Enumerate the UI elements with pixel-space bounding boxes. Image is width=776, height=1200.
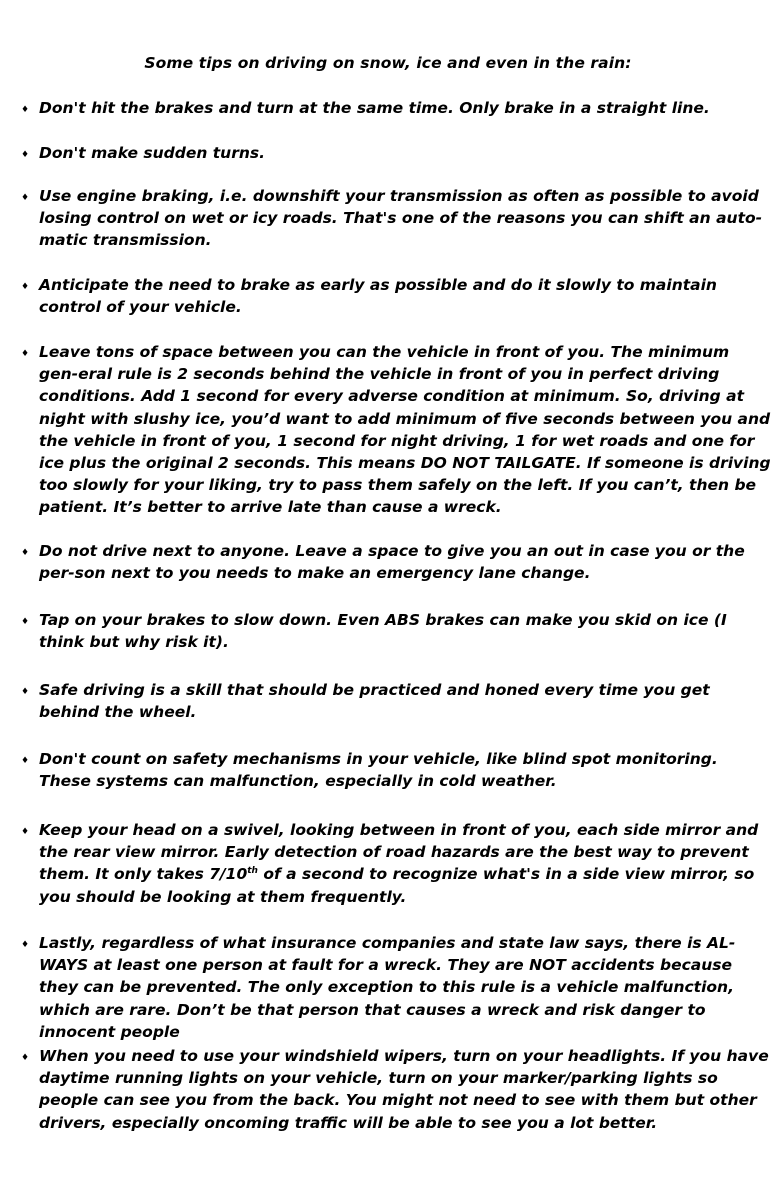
bullet-icon: ♦ [21,150,30,160]
tip-text: Leave tons of space between you can the vehicle in front of you. The minimum gen-eral rule is 2 seconds behind the vehicle in front of you in perfect driving conditions. Add 1 second for every adverse condition at minimum. So, driving at night with slushy ice, you’d want to add minimum of five seconds between you and the vehicle in front of you, 1 second for night driving, 1 for wet roads and one for ice plus the original 2 seconds. This means DO NOT TAILGATE. If someone is driving too slowly for your liking, try to pass them safely on the left. If you can’t, then be patient. It’s better to arrive late than cause a wreck. [39,343,771,517]
tip-item [21,609,773,653]
bullet-icon: ♦ [21,548,30,558]
tip-text [39,819,773,908]
page-title: Some tips on driving on snow, ice and even in the rain: [144,54,632,72]
tip-item [21,748,773,792]
bullet-icon: ♦ [21,940,30,950]
tip-text: Don't hit the brakes and turn at the same time. Only brake in a straight line. [39,99,710,117]
tip-text: Use engine braking, i.e. downshift your transmission as often as possible to avoid losing control on wet or icy roads. That's one of the reasons you can shift an auto-matic transmission. [39,187,763,250]
tip-item [21,932,773,1043]
bullet-icon: ♦ [21,827,30,837]
tip-item [21,679,773,723]
tip-text: Don't count on safety mechanisms in your vehicle, like blind spot monitoring. These systems can malfunction, especially in cold weather. [39,750,718,791]
tip-text: Don't make sudden turns. [39,144,266,162]
bullet-icon: ♦ [21,756,30,766]
superscript: th [247,866,258,877]
tip-text: Safe driving is a skill that should be practiced and honed every time you get behind the wheel. [39,681,710,722]
bullet-icon: ♦ [21,349,30,359]
tip-text: Lastly, regardless of what insurance companies and state law says, there is AL-WAYS at least one person at fault for a wreck. They are NOT accidents because they can be prevented. The only exception to this rule is a vehicle malfunction, which are rare. Don’t be that person that causes a wreck and risk danger to innocent people [39,934,736,1041]
tip-item [21,540,773,584]
tip-text-part: Keep your head on a swivel, looking between in front of you, each side mirror and the rear view mirror. Early detection of road hazards are the best way to prevent them. It only takes 7/10 [39,821,759,884]
tip-item [21,274,773,318]
bullet-icon: ♦ [21,687,30,697]
tip-item [21,142,773,164]
bullet-icon: ♦ [21,282,30,292]
tip-text: Anticipate the need to brake as early as possible and do it slowly to maintain control of your vehicle. [39,276,717,317]
bullet-icon: ♦ [21,105,30,115]
tip-item [21,1045,773,1134]
bullet-icon: ♦ [21,1053,30,1063]
tip-item [21,97,773,119]
bullet-icon: ♦ [21,617,30,627]
tip-text: When you need to use your windshield wipers, turn on your headlights. If you have daytime running lights on your vehicle, turn on your marker/parking lights so people can see you from the back. You might not need to see with them but other drivers, especially oncoming traffic will be able to see you a lot better. [39,1047,769,1132]
tip-item [21,185,773,252]
tip-text-part: of a second to recognize what's in a side view mirror, so you should be looking at them frequently. [39,865,755,906]
bullet-icon: ♦ [21,193,30,203]
tip-text: Tap on your brakes to slow down. Even ABS brakes can make you skid on ice (I think but why risk it). [39,611,727,652]
tip-text: Do not drive next to anyone. Leave a space to give you an out in case you or the per-son next to you needs to make an emergency lane change. [39,542,745,583]
tip-item [21,819,773,908]
tip-item [21,341,773,519]
